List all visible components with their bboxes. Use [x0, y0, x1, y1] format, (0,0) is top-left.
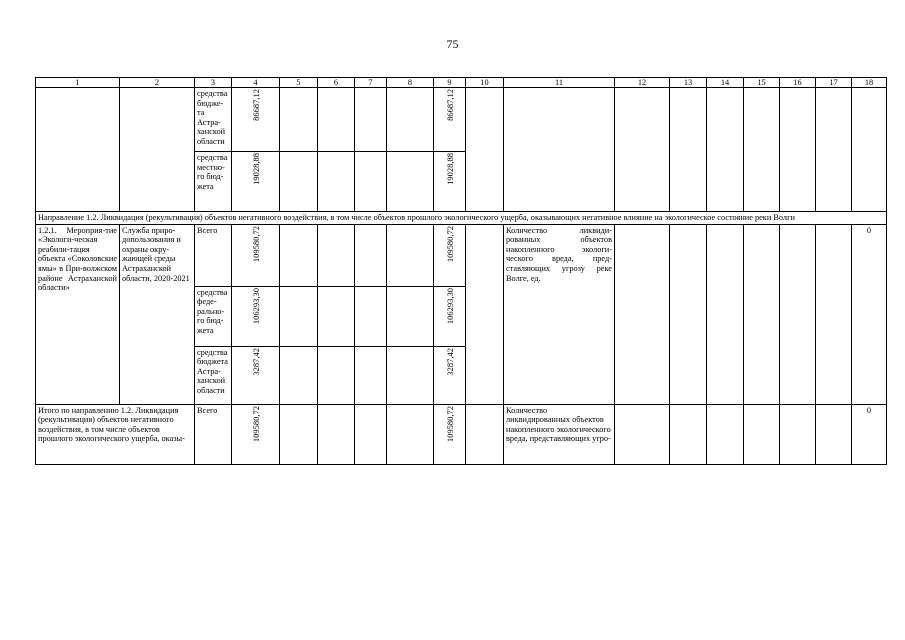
amount-value: 86687,12 [250, 89, 261, 121]
table-cell [318, 88, 355, 152]
amount-value: 19028,88 [250, 153, 261, 185]
table-cell [615, 404, 670, 464]
table-cell [504, 88, 615, 212]
col-header: 14 [707, 78, 744, 88]
measure-executor: Служба приро-допользования и охраны окру-жающей среды Астраханской области, 2020-2021 [120, 224, 195, 404]
col-header: 2 [120, 78, 195, 88]
indicator-text: Количество ликвиди-рованных объектов накопленного экологи-ческого вреда, пред-ставляющих угрозу реке Волге, ед. [504, 224, 615, 404]
col-header: 5 [280, 78, 318, 88]
table-row [36, 224, 887, 286]
amount-cell [232, 88, 280, 152]
table-cell [816, 404, 852, 464]
amount-cell [232, 286, 280, 346]
table-cell [780, 224, 816, 404]
table-cell [707, 404, 744, 464]
table-cell [120, 88, 195, 212]
table-cell [466, 224, 504, 404]
amount-cell [232, 152, 280, 212]
table-cell [387, 346, 434, 404]
amount-value: 106293,30 [444, 287, 455, 324]
amount-value: 3287,42 [444, 347, 455, 376]
amount-value: 109580,72 [444, 405, 455, 442]
funding-source: средства местно-го бюд-жета [195, 152, 232, 212]
col-header: 18 [852, 78, 887, 88]
table-row [36, 88, 887, 152]
col-header: 8 [387, 78, 434, 88]
col-header: 11 [504, 78, 615, 88]
table-cell [780, 404, 816, 464]
direction-heading: Направление 1.2. Ликвидация (рекультивация) объектов негативного воздействия, в том числе объектов прошлого экологического ущерба, оказывающих негативное влияние на экологическое состояние реки Волги [36, 212, 887, 225]
table-cell [707, 88, 744, 212]
total-row [36, 404, 887, 464]
amount-value: 19028,88 [444, 153, 455, 185]
table-cell [387, 286, 434, 346]
col-header: 7 [355, 78, 387, 88]
table-cell [816, 88, 852, 212]
amount-cell [434, 404, 466, 464]
table-cell [387, 152, 434, 212]
amount-value: 86687,12 [444, 89, 455, 121]
funding-source: Всего [195, 224, 232, 286]
amount-cell [232, 404, 280, 464]
table-cell [670, 224, 707, 404]
amount-value: 3287,42 [250, 347, 261, 376]
table-cell [670, 88, 707, 212]
table-cell [318, 152, 355, 212]
col-header: 16 [780, 78, 816, 88]
direction-row [36, 212, 887, 225]
amount-value: 109580,72 [444, 225, 455, 262]
total-label: Итого по направлению 1.2. Ликвидация (рекультивация) объектов негативного воздействия, в том числе объектов прошлого экологического ущерба, оказы- [36, 404, 195, 464]
indicator-value: 0 [852, 404, 887, 464]
col-header: 10 [466, 78, 504, 88]
col-header: 15 [744, 78, 780, 88]
table-cell [744, 224, 780, 404]
table-cell [355, 88, 387, 152]
table-cell [615, 88, 670, 212]
funding-source: средства феде-рально-го бюд-жета [195, 286, 232, 346]
col-header: 17 [816, 78, 852, 88]
col-header: 12 [615, 78, 670, 88]
measure-name: 1.2.1. Мероприя-тие «Экологи-ческая реабили-тация объекта «Соколовские ямы» в При-волжском районе Астраханской области» [36, 224, 120, 404]
amount-cell [232, 224, 280, 286]
table-cell [387, 224, 434, 286]
table-cell [280, 404, 318, 464]
amount-cell [434, 152, 466, 212]
table-cell [280, 286, 318, 346]
col-header: 9 [434, 78, 466, 88]
amount-cell [434, 88, 466, 152]
table-cell [670, 404, 707, 464]
table-cell [387, 88, 434, 152]
amount-value: 109580,72 [250, 225, 261, 262]
col-header: 1 [36, 78, 120, 88]
col-header: 4 [232, 78, 280, 88]
funding-source: средства бюдже-та Астра-ханской области [195, 88, 232, 152]
table-cell [852, 88, 887, 212]
table-cell [280, 346, 318, 404]
table-cell [466, 404, 504, 464]
column-number-row [36, 78, 887, 88]
amount-cell [232, 346, 280, 404]
table-cell [355, 404, 387, 464]
table-cell [744, 404, 780, 464]
col-header: 3 [195, 78, 232, 88]
table-cell [280, 224, 318, 286]
table-cell [466, 88, 504, 212]
amount-cell [434, 346, 466, 404]
table-cell [355, 286, 387, 346]
table-cell [816, 224, 852, 404]
col-header: 6 [318, 78, 355, 88]
table-cell [280, 152, 318, 212]
table-cell [355, 346, 387, 404]
table-cell [387, 404, 434, 464]
col-header: 13 [670, 78, 707, 88]
amount-cell [434, 286, 466, 346]
funding-source: средства бюджета Астра-ханской области [195, 346, 232, 404]
page-number: 75 [446, 37, 459, 51]
table-cell [318, 404, 355, 464]
table-cell [36, 88, 120, 212]
amount-value: 109580,72 [250, 405, 261, 442]
table-cell [318, 224, 355, 286]
table-cell [744, 88, 780, 212]
amount-value: 106293,30 [250, 287, 261, 324]
funding-source: Всего [195, 404, 232, 464]
table-cell [355, 152, 387, 212]
program-table [35, 77, 887, 465]
table-cell [280, 88, 318, 152]
table-cell [707, 224, 744, 404]
table-cell [318, 286, 355, 346]
table-cell [615, 224, 670, 404]
indicator-value: 0 [852, 224, 887, 404]
table-cell [780, 88, 816, 212]
indicator-text: Количество ликвидированных объектов накопленного экологического вреда, представляющих угро- [504, 404, 615, 464]
table-cell [355, 224, 387, 286]
table-cell [318, 346, 355, 404]
amount-cell [434, 224, 466, 286]
